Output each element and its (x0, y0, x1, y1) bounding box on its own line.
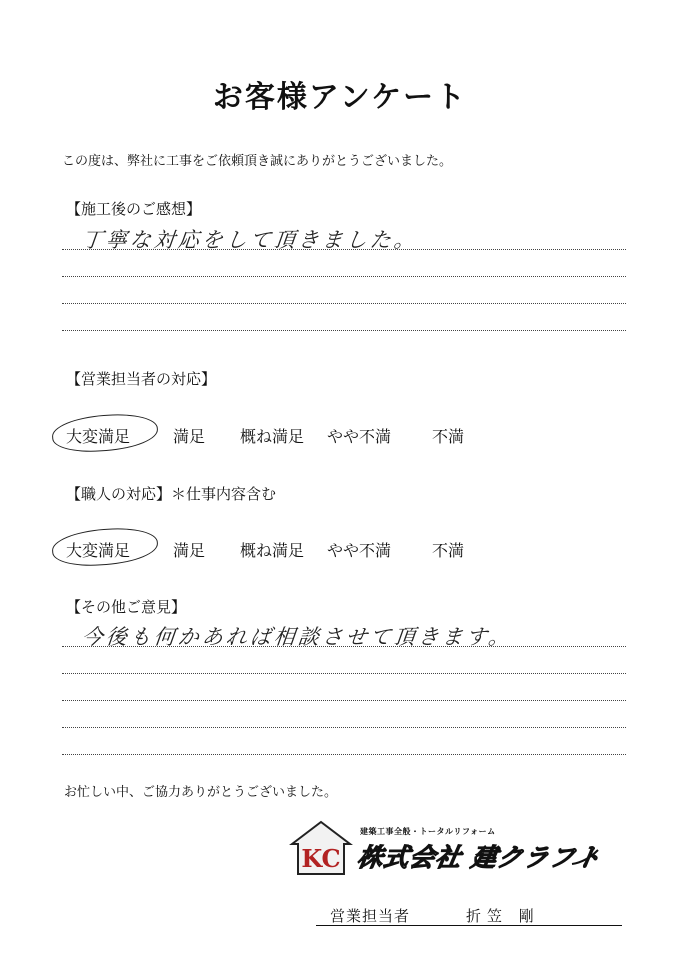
sales-option-mostly-satisfied[interactable]: 概ね満足 (240, 427, 305, 446)
staff-name: 折笠 剛 (466, 907, 540, 925)
answer-line (62, 673, 626, 674)
company-name: 株式会社 建クラフト (355, 843, 605, 872)
answer-line (62, 727, 626, 728)
sales-option-satisfied[interactable]: 満足 (173, 427, 206, 446)
answer-line (62, 646, 626, 647)
craftsman-option-very-satisfied[interactable]: 大変満足 (66, 541, 131, 560)
craftsman-option-satisfied[interactable]: 満足 (173, 541, 206, 560)
answer-line (62, 303, 626, 304)
craftsman-option-mostly-satisfied[interactable]: 概ね満足 (240, 541, 305, 560)
sales-heading: 【営業担当者の対応】 (66, 370, 217, 388)
closing-text: お忙しい中、ご協力ありがとうございました。 (64, 785, 338, 800)
signature-line (316, 925, 622, 926)
company-tagline: 建築工事全般・トータルリフォーム (360, 827, 496, 836)
answer-line (62, 330, 626, 331)
craftsman-heading: 【職人の対応】＊仕事内容含む (66, 485, 277, 503)
sales-option-somewhat-dissatisfied[interactable]: やや不満 (327, 427, 392, 446)
logo-letters: KC (301, 844, 341, 873)
craftsman-option-dissatisfied[interactable]: 不満 (432, 541, 465, 560)
answer-line (62, 249, 626, 250)
page-title: お客様アンケート (212, 80, 468, 115)
answer-line (62, 700, 626, 701)
craftsman-option-somewhat-dissatisfied[interactable]: やや不満 (327, 541, 392, 560)
sales-option-very-satisfied[interactable]: 大変満足 (66, 427, 131, 446)
swoosh-icon (570, 848, 600, 868)
answer-line (62, 276, 626, 277)
other-answer: 今後も何かあれば相談させて頂きます。 (80, 625, 514, 649)
impression-answer: 丁寧な対応をして頂きました。 (80, 228, 420, 252)
answer-line (62, 754, 626, 755)
house-logo-icon (288, 818, 354, 878)
intro-text: この度は、弊社に工事をご依頼頂き誠にありがとうございました。 (62, 154, 453, 169)
other-heading: 【その他ご意見】 (66, 598, 187, 616)
sales-option-dissatisfied[interactable]: 不満 (432, 427, 465, 446)
staff-label: 営業担当者 (330, 907, 411, 925)
impression-heading: 【施工後のご感想】 (66, 200, 202, 218)
